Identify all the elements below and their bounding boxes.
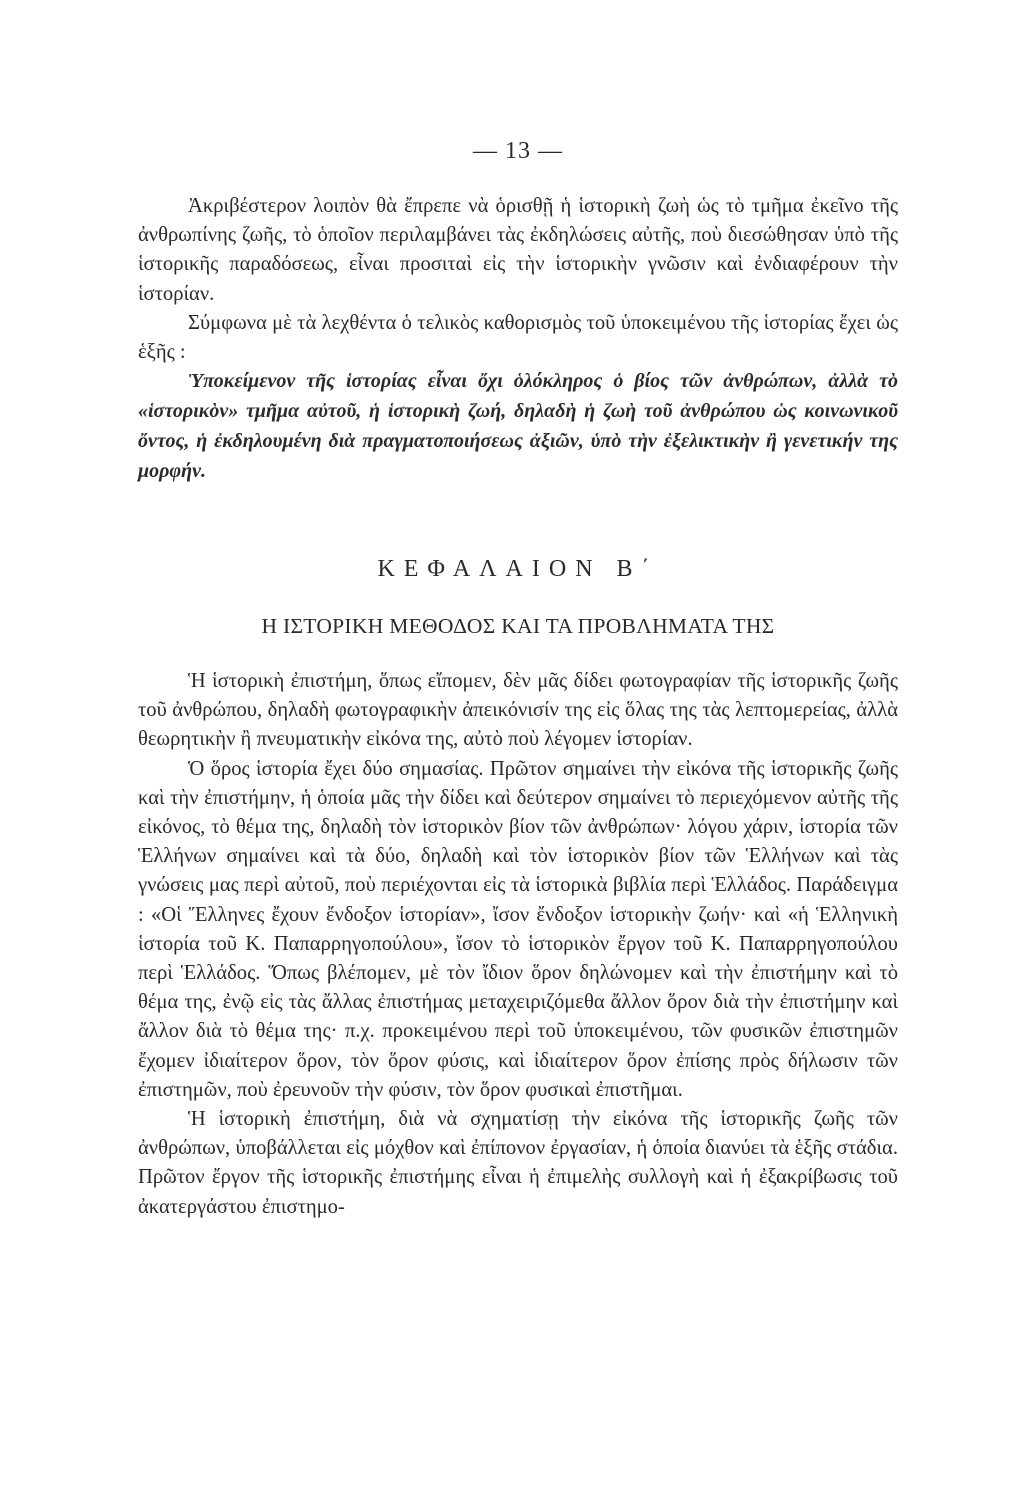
page-number: — 13 —: [473, 138, 563, 164]
paragraph: Ἡ ἱστορικὴ ἐπιστήμη, ὅπως εἴπομεν, δὲν μᾶς δίδει φωτογραφίαν τῆς ἱστορικῆς ζωῆς τοῦ ἀνθρώπου, δηλαδὴ φωτογραφικὴν ἀπεικόνισίν της εἰς ὅλας της τὰς λεπτομερείας, ἀλλὰ θεωρητικὴν ἢ πνευματικὴν εἰκόνα της, αὐτὸ ποὺ λέγομεν ἱστορίαν.: [138, 670, 898, 751]
paragraph: Ἡ ἱστορικὴ ἐπιστήμη, διὰ νὰ σχηματίσῃ τὴν εἰκόνα τῆς ἱστορικῆς ζωῆς τῶν ἀνθρώπων, ὑποβάλλεται εἰς μόχθον καὶ ἐπίπονον ἐργασίαν, ἡ ὁποία διανύει τὰ ἑξῆς στάδια. Πρῶτον ἔργον τῆς ἱστορικῆς ἐπιστήμης εἶναι ἡ ἐπιμελὴς συλλογὴ καὶ ἡ ἐξακρίβωσις τοῦ ἀκατεργάστου ἐπιστημο-: [138, 1108, 898, 1218]
definition-paragraph: Ὑποκείμενον τῆς ἱστορίας εἶναι ὄχι ὁλόκληρος ὁ βίος τῶν ἀνθρώπων, ἀλλὰ τὸ «ἱστορικὸν» τμῆμα αὐτοῦ, ἡ ἱστορικὴ ζωή, δηλαδὴ ἡ ζωὴ τοῦ ἀνθρώπου ὡς κοινωνικοῦ ὄντος, ἡ ἐκδηλουμένη διὰ πραγματοποιήσεως ἀξιῶν, ὑπὸ τὴν ἐξελικτικὴν ἢ γενετικήν της μορφήν.: [138, 370, 898, 482]
paragraph: Ὁ ὅρος ἱστορία ἔχει δύο σημασίας. Πρῶτον σημαίνει τὴν εἰκόνα τῆς ἱστορικῆς ζωῆς καὶ τὴν ἐπιστήμην, ἡ ὁποία μᾶς τὴν δίδει καὶ δεύτερον σημαίνει τὸ περιεχόμενον αὐτῆς τῆς εἰκόνος, τὸ θέμα της, δηλαδὴ τὸν ἱστορικὸν βίον τῶν ἀνθρώπων· λόγου χάριν, ἱστορία τῶν Ἑλλήνων σημαίνει καὶ τὰ δύο, δηλαδὴ καὶ τὸν ἱστορικὸν βίον τῶν Ἑλλήνων καὶ τὰς γνώσεις μας περὶ αὐτοῦ, ποὺ περιέχονται εἰς τὰ ἱστορικὰ βιβλία περὶ Ἑλλάδος. Παράδειγμα : «Οἱ Ἕλληνες ἔχουν ἔνδοξον ἱστορίαν», ἴσον ἔνδοξον ἱστορικὴν ζωήν· καὶ «ἡ Ἑλληνικὴ ἱστορία τοῦ Κ. Παπαρρηγοπούλου», ἴσον τὸ ἱστορικὸν ἔργον τοῦ Κ. Παπαρρηγοπούλου περὶ Ἑλλάδος. Ὅπως βλέπομεν, μὲ τὸν ἴδιον ὅρον δηλώνομεν καὶ τὴν ἐπιστήμην καὶ τὸ θέμα της, ἐνῷ εἰς τὰς ἄλλας ἐπιστήμας μεταχειριζόμεθα ἄλλον ὅρον διὰ τὴν ἐπιστήμην καὶ ἄλλον διὰ τὸ θέμα της· π.χ. προκειμένου περὶ τοῦ ὑποκειμένου, τῶν φυσικῶν ἐπιστημῶν ἔχομεν ἰδιαίτερον ὅρον, τὸν ὅρον φύσις, καὶ ἰδιαίτερον ὅρον ἐπίσης πρὸς δήλωσιν τῶν ἐπιστημῶν, ποὺ ἐρευνοῦν τὴν φύσιν, τὸν ὅρον φυσικαὶ ἐπιστῆμαι.: [138, 757, 898, 1101]
chapter-title: Η ΙΣΤΟΡΙΚΗ ΜΕΘΟΔΟΣ ΚΑΙ ΤΑ ΠΡΟΒΛΗΜΑΤΑ ΤΗΣ: [261, 614, 775, 638]
intro-text-block: [138, 192, 898, 486]
chapter-label: ΚΕΦΑΛΑΙΟΝ Β΄: [377, 556, 659, 582]
section-text-block: [138, 667, 898, 1222]
paragraph: Σύμφωνα μὲ τὰ λεχθέντα ὁ τελικὸς καθορισμὸς τοῦ ὑποκειμένου τῆς ἱστορίας ἔχει ὡς ἑξῆς :: [138, 311, 898, 364]
paragraph: Ἀκριβέστερον λοιπὸν θὰ ἔπρεπε νὰ ὁρισθῇ ἡ ἱστορικὴ ζωὴ ὡς τὸ τμῆμα ἐκεῖνο τῆς ἀνθρωπίνης ζωῆς, τὸ ὁποῖον περιλαμβάνει τὰς ἐκδηλώσεις αὐτῆς, ποὺ διεσώθησαν ὑπὸ τῆς ἱστορικῆς παραδόσεως, εἶναι προσιταὶ εἰς τὴν ἱστορικὴν γνῶσιν καὶ ἐνδιαφέρουν τὴν ἱστορίαν.: [138, 195, 898, 305]
